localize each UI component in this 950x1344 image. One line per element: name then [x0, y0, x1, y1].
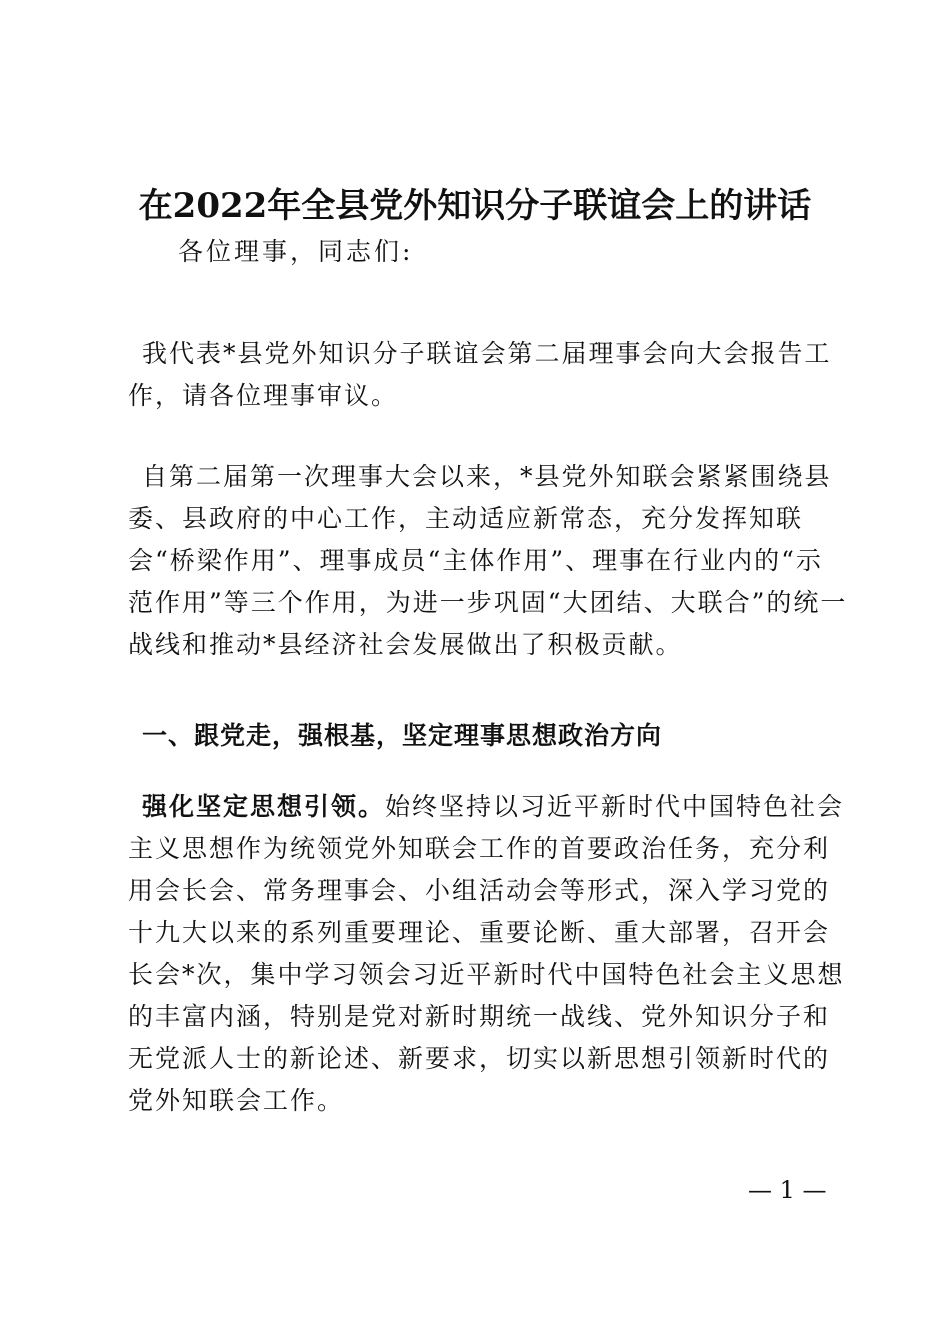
salutation: 各位理事，同志们:: [178, 237, 414, 266]
paragraph-1-text: 我代表*县党外知识分子联谊会第二届理事会向大会报告工作，请各位理事审议。: [128, 339, 832, 410]
section-paragraph-lead: 强化坚定思想引领。: [142, 792, 386, 821]
document-title: 在2022年全县党外知识分子联谊会上的讲话: [138, 186, 812, 226]
page-number: — 1 —: [748, 1176, 827, 1204]
paragraph-2: [128, 456, 848, 666]
section-paragraph-body: 始终坚持以习近平新时代中国特色社会主义思想作为统领党外知联会工作的首要政治任务，充分利用会长会、常务理事会、小组活动会等形式，深入学习党的十九大以来的系列重要理论、重要论断、重大部署，召开会长会*次，集中学习领会习近平新时代中国特色社会主义思想的丰富内涵，特别是党对新时期统一战线、党外知识分子和无党派人士的新论述、新要求，切实以新思想引领新时代的党外知联会工作。: [128, 792, 845, 1115]
section-paragraph: [128, 786, 848, 1122]
paragraph-1: [128, 333, 848, 417]
section-heading: 一、跟党走，强根基，坚定理事思想政治方向: [142, 721, 663, 750]
paragraph-2-text: 自第二届第一次理事大会以来，*县党外知联会紧紧围绕县委、县政府的中心工作，主动适应新常态，充分发挥知联会“桥梁作用”、理事成员“主体作用”、理事在行业内的“示范作用”等三个作用，为进一步巩固“大团结、大联合”的统一战线和推动*县经济社会发展做出了积极贡献。: [128, 462, 848, 659]
